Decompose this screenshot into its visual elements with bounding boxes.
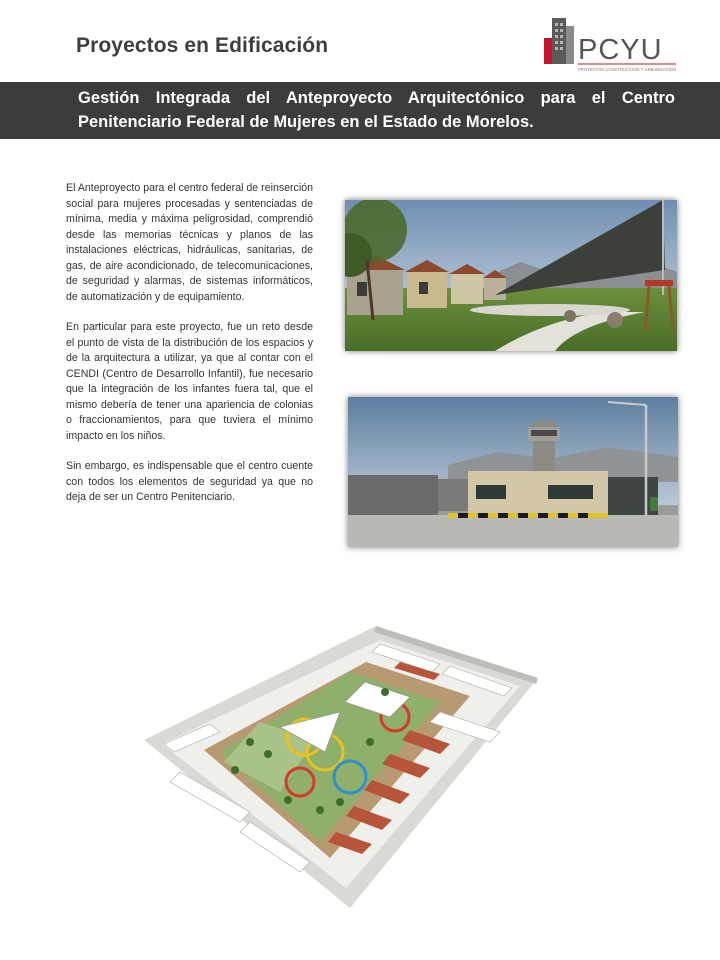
paragraph: En particular para este proyecto, fue un reto desde el punto de vista de la distribución de los espacios y de la arquitectura a utilizar, ya que al contar con el CENDI (Centro de Desarrollo Infantil), fue necesario que la integración de los infantes fuera tal, que el mismo debería de tener una apariencia de colonias o fraccionamientos, para que tuviera el mínimo impacto en los niños.	[66, 321, 313, 442]
entrance-render-image	[348, 397, 678, 547]
paragraph: El Anteproyecto para el centro federal de reinserción social para mujeres procesadas y sentenciadas de mínima, media y máxima peligrosidad, comprendió desde las memorias técnicas y planos de las instalaciones eléctricas, hidráulicas, sanitarias, de gas, de aire acondicionado, de telecomunicaciones, de seguridad y alarmas, de sistemas informáticos, de automatización y de equipamiento.	[66, 182, 313, 303]
page-title: Proyectos en Edificación	[76, 34, 329, 57]
aerial-site-render-image	[140, 622, 540, 912]
banner-title: Gestión Integrada del Anteproyecto Arquitectónico para el Centro Penitenciario Federal de Mujeres en el Estado de Morelos.	[78, 89, 675, 131]
courtyard-render-image	[345, 200, 677, 351]
paragraph: Sin embargo, es indispensable que el centro cuente con todos los elementos de seguridad ya que no deja de ser un Centro Penitenciario.	[66, 460, 313, 503]
svg-text:PROYECTOS CONSTRUCCION Y URBAN: PROYECTOS CONSTRUCCION Y URBANIZACION	[578, 67, 677, 72]
body-text	[66, 181, 313, 521]
pcyu-logo	[540, 14, 680, 76]
title-banner	[0, 82, 720, 139]
svg-text:PCYU: PCYU	[578, 34, 663, 66]
